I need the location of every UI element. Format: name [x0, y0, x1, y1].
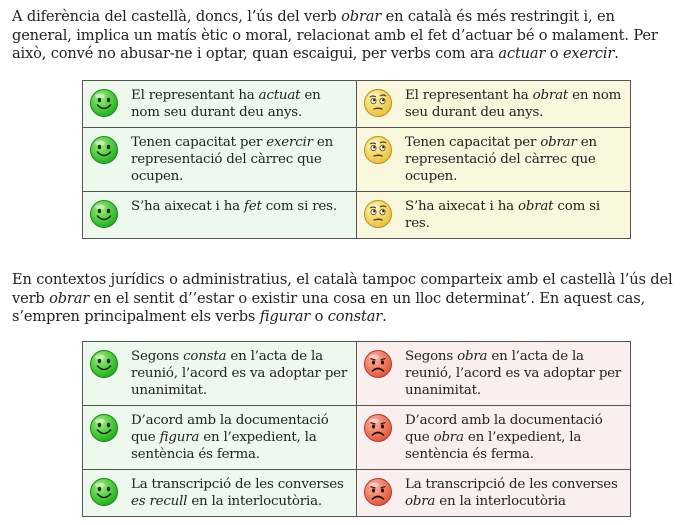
- example-content: [363, 87, 624, 121]
- smiley-sad-icon: [363, 477, 393, 507]
- table-row: [83, 406, 631, 470]
- smiley-skeptical-icon: [363, 135, 393, 165]
- table-row: [83, 128, 631, 192]
- example-content: [89, 476, 350, 510]
- example-content: [89, 87, 350, 121]
- example-sentence: Segons consta en l’acta de la reunió, l’acord es va adoptar per unanimitat.: [131, 349, 348, 398]
- example-cell-correct: [83, 342, 357, 406]
- example-cell-correct: [83, 192, 357, 239]
- example-cell-correct: [83, 128, 357, 192]
- example-sentence: La transcripció de les converses es recull en la interlocutòria.: [131, 477, 344, 509]
- smiley-happy-icon: [89, 88, 119, 118]
- smiley-sad-icon: [363, 349, 393, 379]
- smiley-happy-icon: [89, 413, 119, 443]
- example-sentence: Tenen capacitat per exercir en representació del càrrec que ocupen.: [131, 135, 334, 184]
- example-content: [89, 348, 350, 399]
- smiley-skeptical-icon: [363, 88, 393, 118]
- example-sentence: S’ha aixecat i ha fet com si res.: [131, 199, 337, 214]
- example-cell-incorrect: [357, 342, 631, 406]
- example-cell-correct: [83, 470, 357, 517]
- example-sentence: La transcripció de les converses obra en la interlocutòria: [405, 477, 618, 509]
- legal-context-paragraph: En contextos jurídics o administratius, el català tampoc comparteix amb el castellà l’ús del verb obrar en el sentit d’’estar o existir una cosa en un lloc determinat’. En aquest cas, s’empren principalment els verbs figurar o constar.: [12, 271, 673, 325]
- example-sentence: D’acord amb la documentació que obra en l’expedient, la sentència és ferma.: [405, 413, 603, 462]
- example-content: [89, 198, 350, 229]
- example-content: [363, 412, 624, 463]
- table-row: [83, 342, 631, 406]
- example-sentence: S’ha aixecat i ha obrat com si res.: [405, 199, 600, 231]
- example-cell-incorrect: [357, 470, 631, 517]
- example-sentence: D’acord amb la documentació que figura en l’expedient, la sentència és ferma.: [131, 413, 329, 462]
- table-row: [83, 81, 631, 128]
- example-content: [89, 412, 350, 463]
- example-cell-correct: [83, 81, 357, 128]
- example-sentence: El representant ha obrat en nom seu durant deu anys.: [405, 88, 622, 120]
- smiley-happy-icon: [89, 199, 119, 229]
- example-content: [363, 348, 624, 399]
- example-cell-incorrect: [357, 192, 631, 239]
- intro-paragraph: A diferència del castellà, doncs, l’ús del verb obrar en català és més restringit i, en general, implica un matís ètic o moral, relacionat amb el fet d’actuar bé o malament. Per això, convé no abusar-ne i optar, quan escaigui, per verbs com ara actuar o exercir.: [12, 8, 658, 62]
- table-row: [83, 192, 631, 239]
- example-sentence: Tenen capacitat per obrar en representació del càrrec que ocupen.: [405, 135, 597, 184]
- example-cell-incorrect: [357, 406, 631, 470]
- example-content: [89, 134, 350, 185]
- examples-table-constar: [82, 341, 631, 517]
- example-cell-incorrect: [357, 81, 631, 128]
- smiley-sad-icon: [363, 413, 393, 443]
- smiley-happy-icon: [89, 135, 119, 165]
- examples-table-body: [83, 81, 631, 239]
- example-cell-incorrect: [357, 128, 631, 192]
- example-content: [363, 134, 624, 185]
- smiley-happy-icon: [89, 477, 119, 507]
- example-sentence: El representant ha actuat en nom seu durant deu anys.: [131, 88, 321, 120]
- example-content: [363, 476, 624, 510]
- example-sentence: Segons obra en l’acta de la reunió, l’acord es va adoptar per unanimitat.: [405, 349, 622, 398]
- smiley-skeptical-icon: [363, 199, 393, 229]
- example-cell-correct: [83, 406, 357, 470]
- examples-table-body: [83, 342, 631, 517]
- example-content: [363, 198, 624, 232]
- examples-table-actuar: [82, 80, 631, 239]
- table-row: [83, 470, 631, 517]
- smiley-happy-icon: [89, 349, 119, 379]
